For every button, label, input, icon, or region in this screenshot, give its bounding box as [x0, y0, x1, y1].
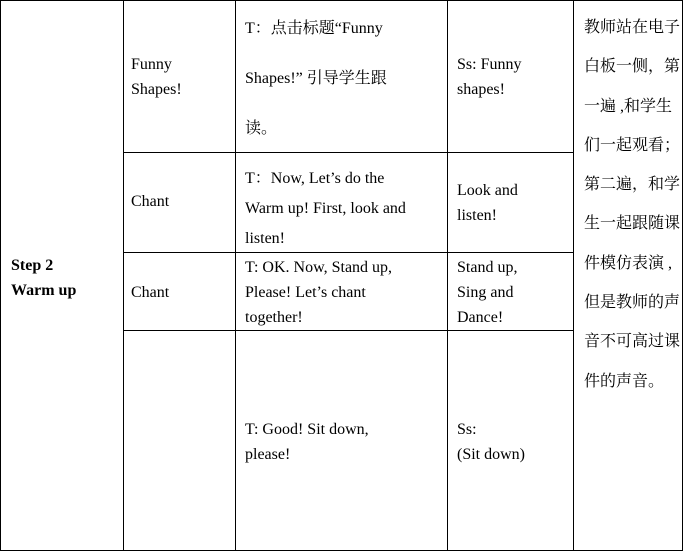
activity-label: Chant [131, 284, 170, 301]
step-title: Step 2 Warm up [11, 257, 77, 299]
teacher-line: T: OK. Now, Stand up, Please! Let’s chant together! [245, 259, 393, 326]
teacher-cell-4 [235, 330, 448, 551]
students-cell-4 [447, 330, 574, 551]
students-line: Ss: (Sit down) [457, 421, 525, 463]
activity-cell-1 [123, 0, 236, 153]
teacher-cell-1 [235, 0, 448, 153]
students-line: Ss: Funny shapes! [457, 56, 522, 98]
activity-label: Funny Shapes! [131, 56, 182, 98]
activity-cell-3 [123, 252, 236, 331]
students-line: Stand up, Sing and Dance! [457, 259, 518, 326]
step-cell [0, 0, 124, 551]
students-cell-2 [447, 152, 574, 253]
activity-cell-4 [123, 330, 236, 551]
activity-label: Chant [131, 193, 170, 210]
students-line: Look and listen! [457, 182, 518, 224]
teacher-cell-2 [235, 152, 448, 253]
teacher-line: T: Good! Sit down, please! [245, 421, 369, 463]
teacher-line: T：Now, Let’s do the Warm up! First, look and listen! [245, 170, 406, 247]
note-cell [573, 0, 683, 551]
students-cell-1 [447, 0, 574, 153]
teaching-note: 教师站在电子白板一侧，第一遍 ,和学生们一起观看；第二遍，和学生一起跟随课件模仿表演 ,但是教师的声音不可高过课件的声音。 [584, 19, 681, 390]
teacher-cell-3 [235, 252, 448, 331]
teacher-line: T：点击标题“Funny Shapes!” 引导学生跟 读。 [245, 20, 387, 137]
activity-cell-2 [123, 152, 236, 253]
students-cell-3 [447, 252, 574, 331]
